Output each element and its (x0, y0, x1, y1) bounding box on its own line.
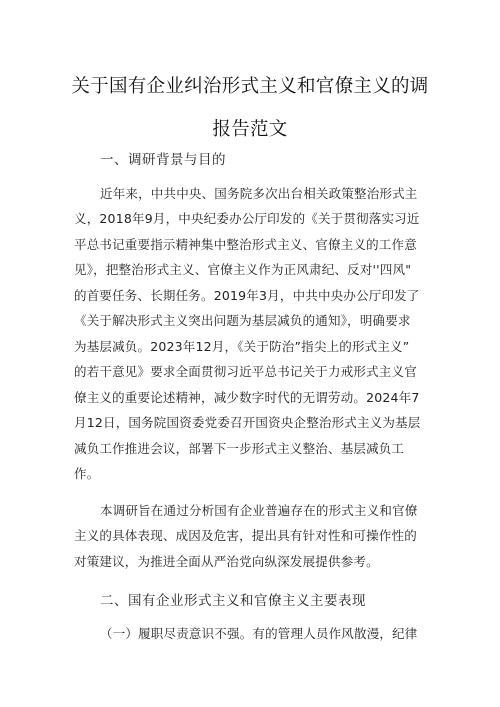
section-2-heading: 二、国有企业形式主义和官僚主义主要表现 (100, 593, 366, 609)
paragraph-line: 作。 (74, 466, 100, 481)
paragraph-line: 月12日，国务院国资委党委召开国资央企整治形式主义为基层 (74, 415, 421, 430)
subsection-1-line: （一）履职尽责意识不强。有的管理人员作风散漫，纪律 (100, 626, 418, 641)
document-title-line-1: 关于国有企业纠治形式主义和官僚主义的调 (71, 76, 429, 97)
paragraph-line: 减负工作推进会议，部署下一步形式主义整治、基层减负工 (74, 441, 405, 456)
document-title-line-2: 报告范文 (212, 119, 288, 140)
paragraph-line: 见》，把整治形式主义、官僚主义作为正风肃纪、反对''四风" (74, 262, 412, 277)
paragraph-line: 《关于解决形式主义突出问题为基层减负的通知》，明确要求 (74, 313, 411, 328)
paragraph-line: 主义的具体表现、成因及危害，提出具有针对性和可操作性的 (74, 528, 417, 543)
paragraph-line: 对策建议，为推进全面从严治党向纵深发展提供参考。 (74, 554, 379, 569)
paragraph-line: 的若干意见》要求全面贯彻习近平总书记关于力戒形式主义官 (74, 364, 417, 379)
paragraph-line: 为基层减负。2023年12月，《关于防治”指尖上的形式主义” (74, 339, 410, 354)
paragraph-line: 近年来，中共中央、国务院多次出台相关政策整治形式主 (100, 186, 418, 201)
paragraph-line: 义，2018年9月，中央纪委办公厅印发的《关于贯彻落实习近 (74, 211, 420, 226)
paragraph-line: 本调研旨在通过分析国有企业普遍存在的形式主义和官僚 (100, 503, 418, 518)
section-1-heading: 一、调研背景与目的 (100, 152, 226, 168)
paragraph-line: 平总书记重要指示精神集中整治形式主义、官僚主义的工作意 (74, 237, 417, 252)
paragraph-line: 的首要任务、长期任务。2019年3月，中共中央办公厅印发了 (74, 288, 420, 303)
paragraph-line: 僚主义的重要论述精神，减少数字时代的无谓劳动。2024年7 (74, 390, 420, 405)
